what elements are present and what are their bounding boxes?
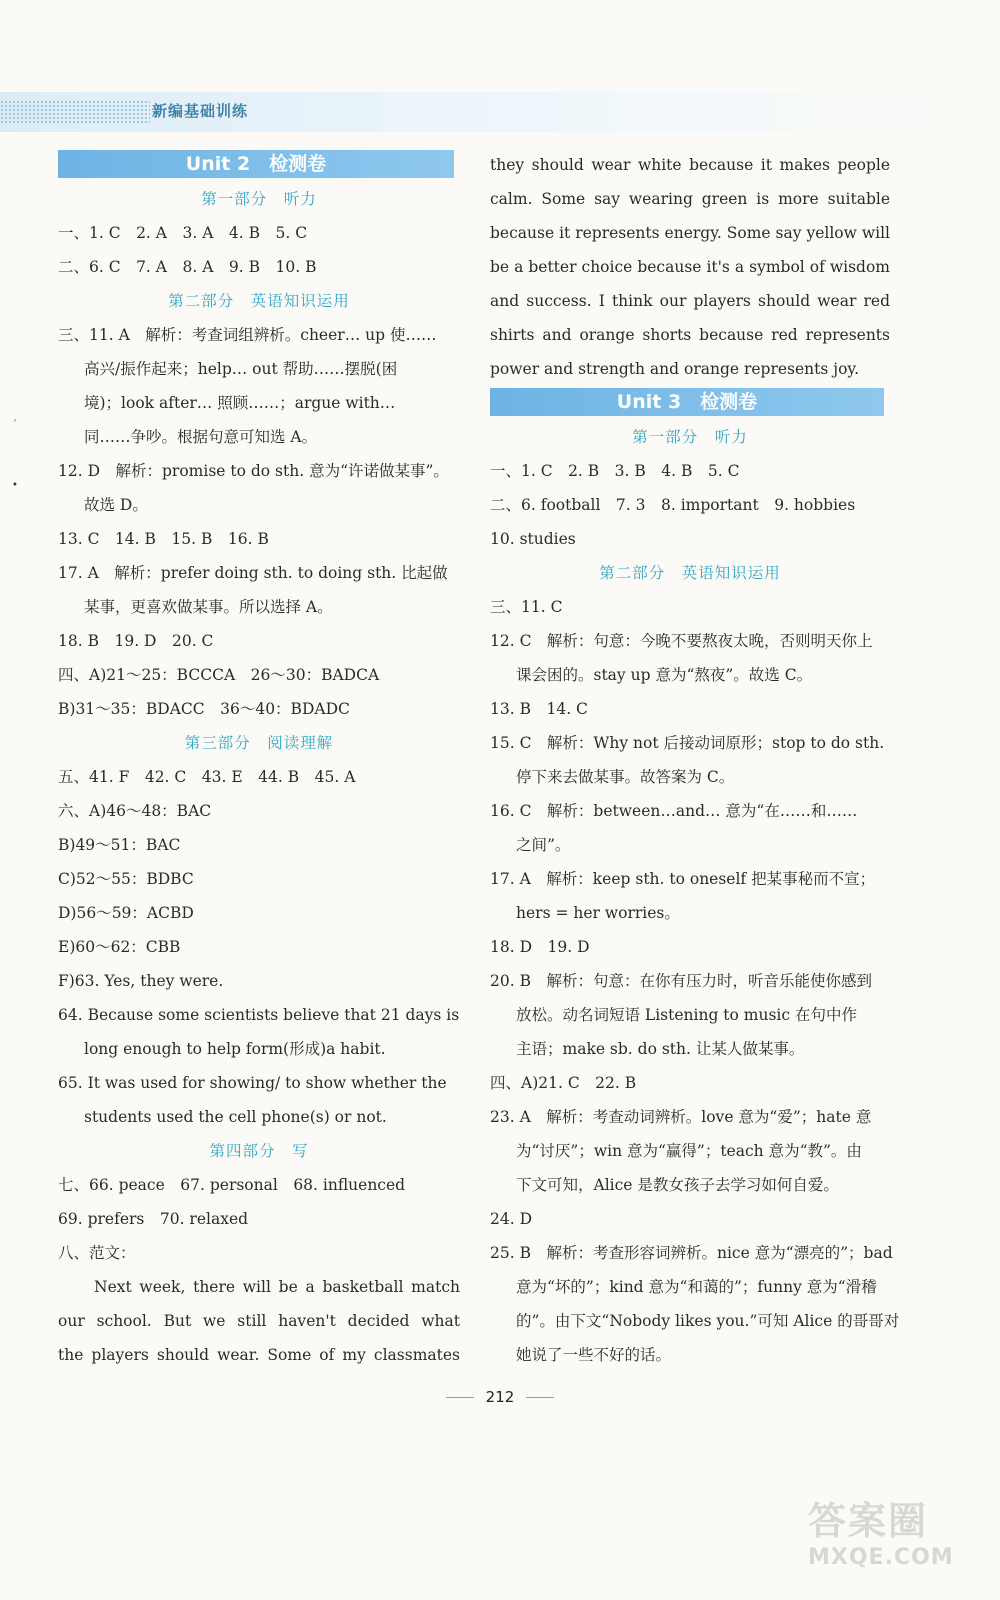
answer-line: 17. A 解析：prefer doing sth. to doing sth. 比起做 <box>58 564 448 582</box>
answer-line: C)52～55：BDBC <box>58 870 194 888</box>
answer-line: 18. B 19. D 20. C <box>58 632 214 650</box>
answer-line: 三、11. C <box>490 598 563 616</box>
page-number: 212 <box>0 1388 1000 1406</box>
answer-line-continued: 高兴/振作起来；help… out 帮助……摆脱(困 <box>84 360 398 378</box>
answer-line-continued: 主语；make sb. do sth. 让某人做某事。 <box>516 1040 805 1058</box>
answer-line: 18. D 19. D <box>490 938 590 956</box>
watermark-text: 答案圈 <box>808 1499 929 1543</box>
answer-line-continued: 为“讨厌”；win 意为“赢得”；teach 意为“教”。由 <box>516 1142 862 1160</box>
answer-line-continued: 的”。由下文“Nobody likes you.”可知 Alice 的哥哥对 <box>516 1312 900 1330</box>
answer-line: 10. studies <box>490 530 576 548</box>
watermark-url: MXQE.COM <box>808 1545 954 1570</box>
essay-line: be a better choice because it's a symbol of wisdom <box>490 258 890 276</box>
section-heading: 第二部分 英语知识运用 <box>599 564 781 582</box>
section-heading: 第二部分 英语知识运用 <box>168 292 350 310</box>
answer-line-continued: 同……争吵。根据句意可知选 A。 <box>84 428 318 446</box>
margin-mark: • <box>12 480 18 491</box>
answer-line: E)60～62：CBB <box>58 938 181 956</box>
right-column <box>490 148 900 1372</box>
answer-line: 13. B 14. C <box>490 700 588 718</box>
answer-line-continued: 境)；look after… 照顾……；argue with… <box>84 394 396 412</box>
essay-line: Next week, there will be a basketball match <box>94 1278 460 1296</box>
section-heading: 第四部分 写 <box>209 1142 309 1160</box>
essay-line: the players should wear. Some of my classmates <box>58 1346 460 1364</box>
answer-line-continued: 课会困的。stay up 意为“熬夜”。故选 C。 <box>516 666 813 684</box>
answer-line-continued: 下文可知，Alice 是教女孩子去学习如何自爱。 <box>516 1176 839 1194</box>
answer-line-continued: 之间”。 <box>516 836 571 854</box>
answer-line: 八、范文： <box>58 1244 136 1262</box>
margin-mark: ˊ <box>12 420 17 431</box>
answer-line-continued: 意为“坏的”；kind 意为“和蔼的”；funny 意为“滑稽 <box>516 1278 877 1296</box>
answer-line: 17. A 解析：keep sth. to oneself 把某事秘而不宣； <box>490 870 876 888</box>
answer-line: 七、66. peace 67. personal 68. influenced <box>58 1176 406 1194</box>
answer-line: 64. Because some scientists believe that 21 days is <box>58 1006 460 1024</box>
answer-line: 24. D <box>490 1210 533 1228</box>
header-band <box>0 92 1000 132</box>
answer-line: 二、6. C 7. A 8. A 9. B 10. B <box>58 258 317 276</box>
essay-line: our school. But we still haven't decided what <box>58 1312 460 1330</box>
answer-line-continued: 某事，更喜欢做某事。所以选择 A。 <box>84 598 333 616</box>
left-column <box>58 148 460 1372</box>
answer-line: 12. C 解析：句意：今晚不要熬夜太晚，否则明天你上 <box>490 632 873 650</box>
answer-line: 69. prefers 70. relaxed <box>58 1210 249 1228</box>
answer-line-continued: long enough to help form(形成)a habit. <box>84 1040 386 1058</box>
answer-line: power and strength and orange represents joy. <box>490 360 860 378</box>
answer-line: B)49～51：BAC <box>58 836 181 854</box>
section-heading: 第一部分 听力 <box>632 428 748 446</box>
answer-line: 16. C 解析：between…and… 意为“在……和…… <box>490 802 858 820</box>
section-heading: 第一部分 听力 <box>201 190 317 208</box>
answer-line-continued: 放松。动名词短语 Listening to music 在句中作 <box>516 1006 857 1024</box>
answer-line: B)31～35：BDACC 36～40：BDADC <box>58 700 350 718</box>
answer-line: D)56～59：ACBD <box>58 904 194 922</box>
unit-banner: Unit 3 检测卷 <box>490 388 884 416</box>
answer-line: 一、1. C 2. A 3. A 4. B 5. C <box>58 224 308 242</box>
answer-line: 二、6. football 7. 3 8. important 9. hobbies <box>490 496 856 514</box>
answer-line: 12. D 解析：promise to do sth. 意为“许诺做某事”。 <box>58 462 449 480</box>
header-title: 新编基础训练 <box>152 102 249 120</box>
essay-line: and success. I think our players should wear red <box>490 292 890 310</box>
answer-line: 65. It was used for showing/ to show whether the <box>58 1074 447 1092</box>
answer-line-continued: 她说了一些不好的话。 <box>516 1346 672 1364</box>
answer-line-continued: students used the cell phone(s) or not. <box>84 1108 387 1126</box>
answer-line-continued: 故选 D。 <box>84 496 148 514</box>
essay-line: because it represents energy. Some say yellow will <box>490 224 890 242</box>
answer-line: 25. B 解析：考查形容词辨析。nice 意为“漂亮的”；bad <box>490 1244 893 1262</box>
essay-line: calm. Some say wearing green is more suitable <box>490 190 890 208</box>
watermark-logo <box>808 1490 978 1580</box>
answer-line: 四、A)21～25：BCCCA 26～30：BADCA <box>58 666 380 684</box>
answer-line-continued: 停下来去做某事。故答案为 C。 <box>516 768 735 786</box>
answer-line: 一、1. C 2. B 3. B 4. B 5. C <box>490 462 740 480</box>
essay-line: shirts and orange shorts because red represents <box>490 326 890 344</box>
section-heading: 第三部分 阅读理解 <box>184 734 334 752</box>
answer-line: F)63. Yes, they were. <box>58 972 224 990</box>
answer-line: 六、A)46～48：BAC <box>58 802 212 820</box>
answer-line: 五、41. F 42. C 43. E 44. B 45. A <box>58 768 356 786</box>
header-dot-pattern <box>0 100 150 124</box>
answer-line: 13. C 14. B 15. B 16. B <box>58 530 269 548</box>
answer-line: 15. C 解析：Why not 后接动词原形；stop to do sth. <box>490 734 885 752</box>
answer-line: 三、11. A 解析：考查词组辨析。cheer… up 使…… <box>58 326 437 344</box>
answer-line-continued: hers = her worries。 <box>516 904 680 922</box>
essay-line: they should wear white because it makes people <box>490 156 890 174</box>
answer-line: 23. A 解析：考查动词辨析。love 意为“爱”；hate 意 <box>490 1108 872 1126</box>
answer-line: 20. B 解析：句意：在你有压力时，听音乐能使你感到 <box>490 972 872 990</box>
unit-banner: Unit 2 检测卷 <box>58 150 454 178</box>
answer-line: 四、A)21. C 22. B <box>490 1074 637 1092</box>
